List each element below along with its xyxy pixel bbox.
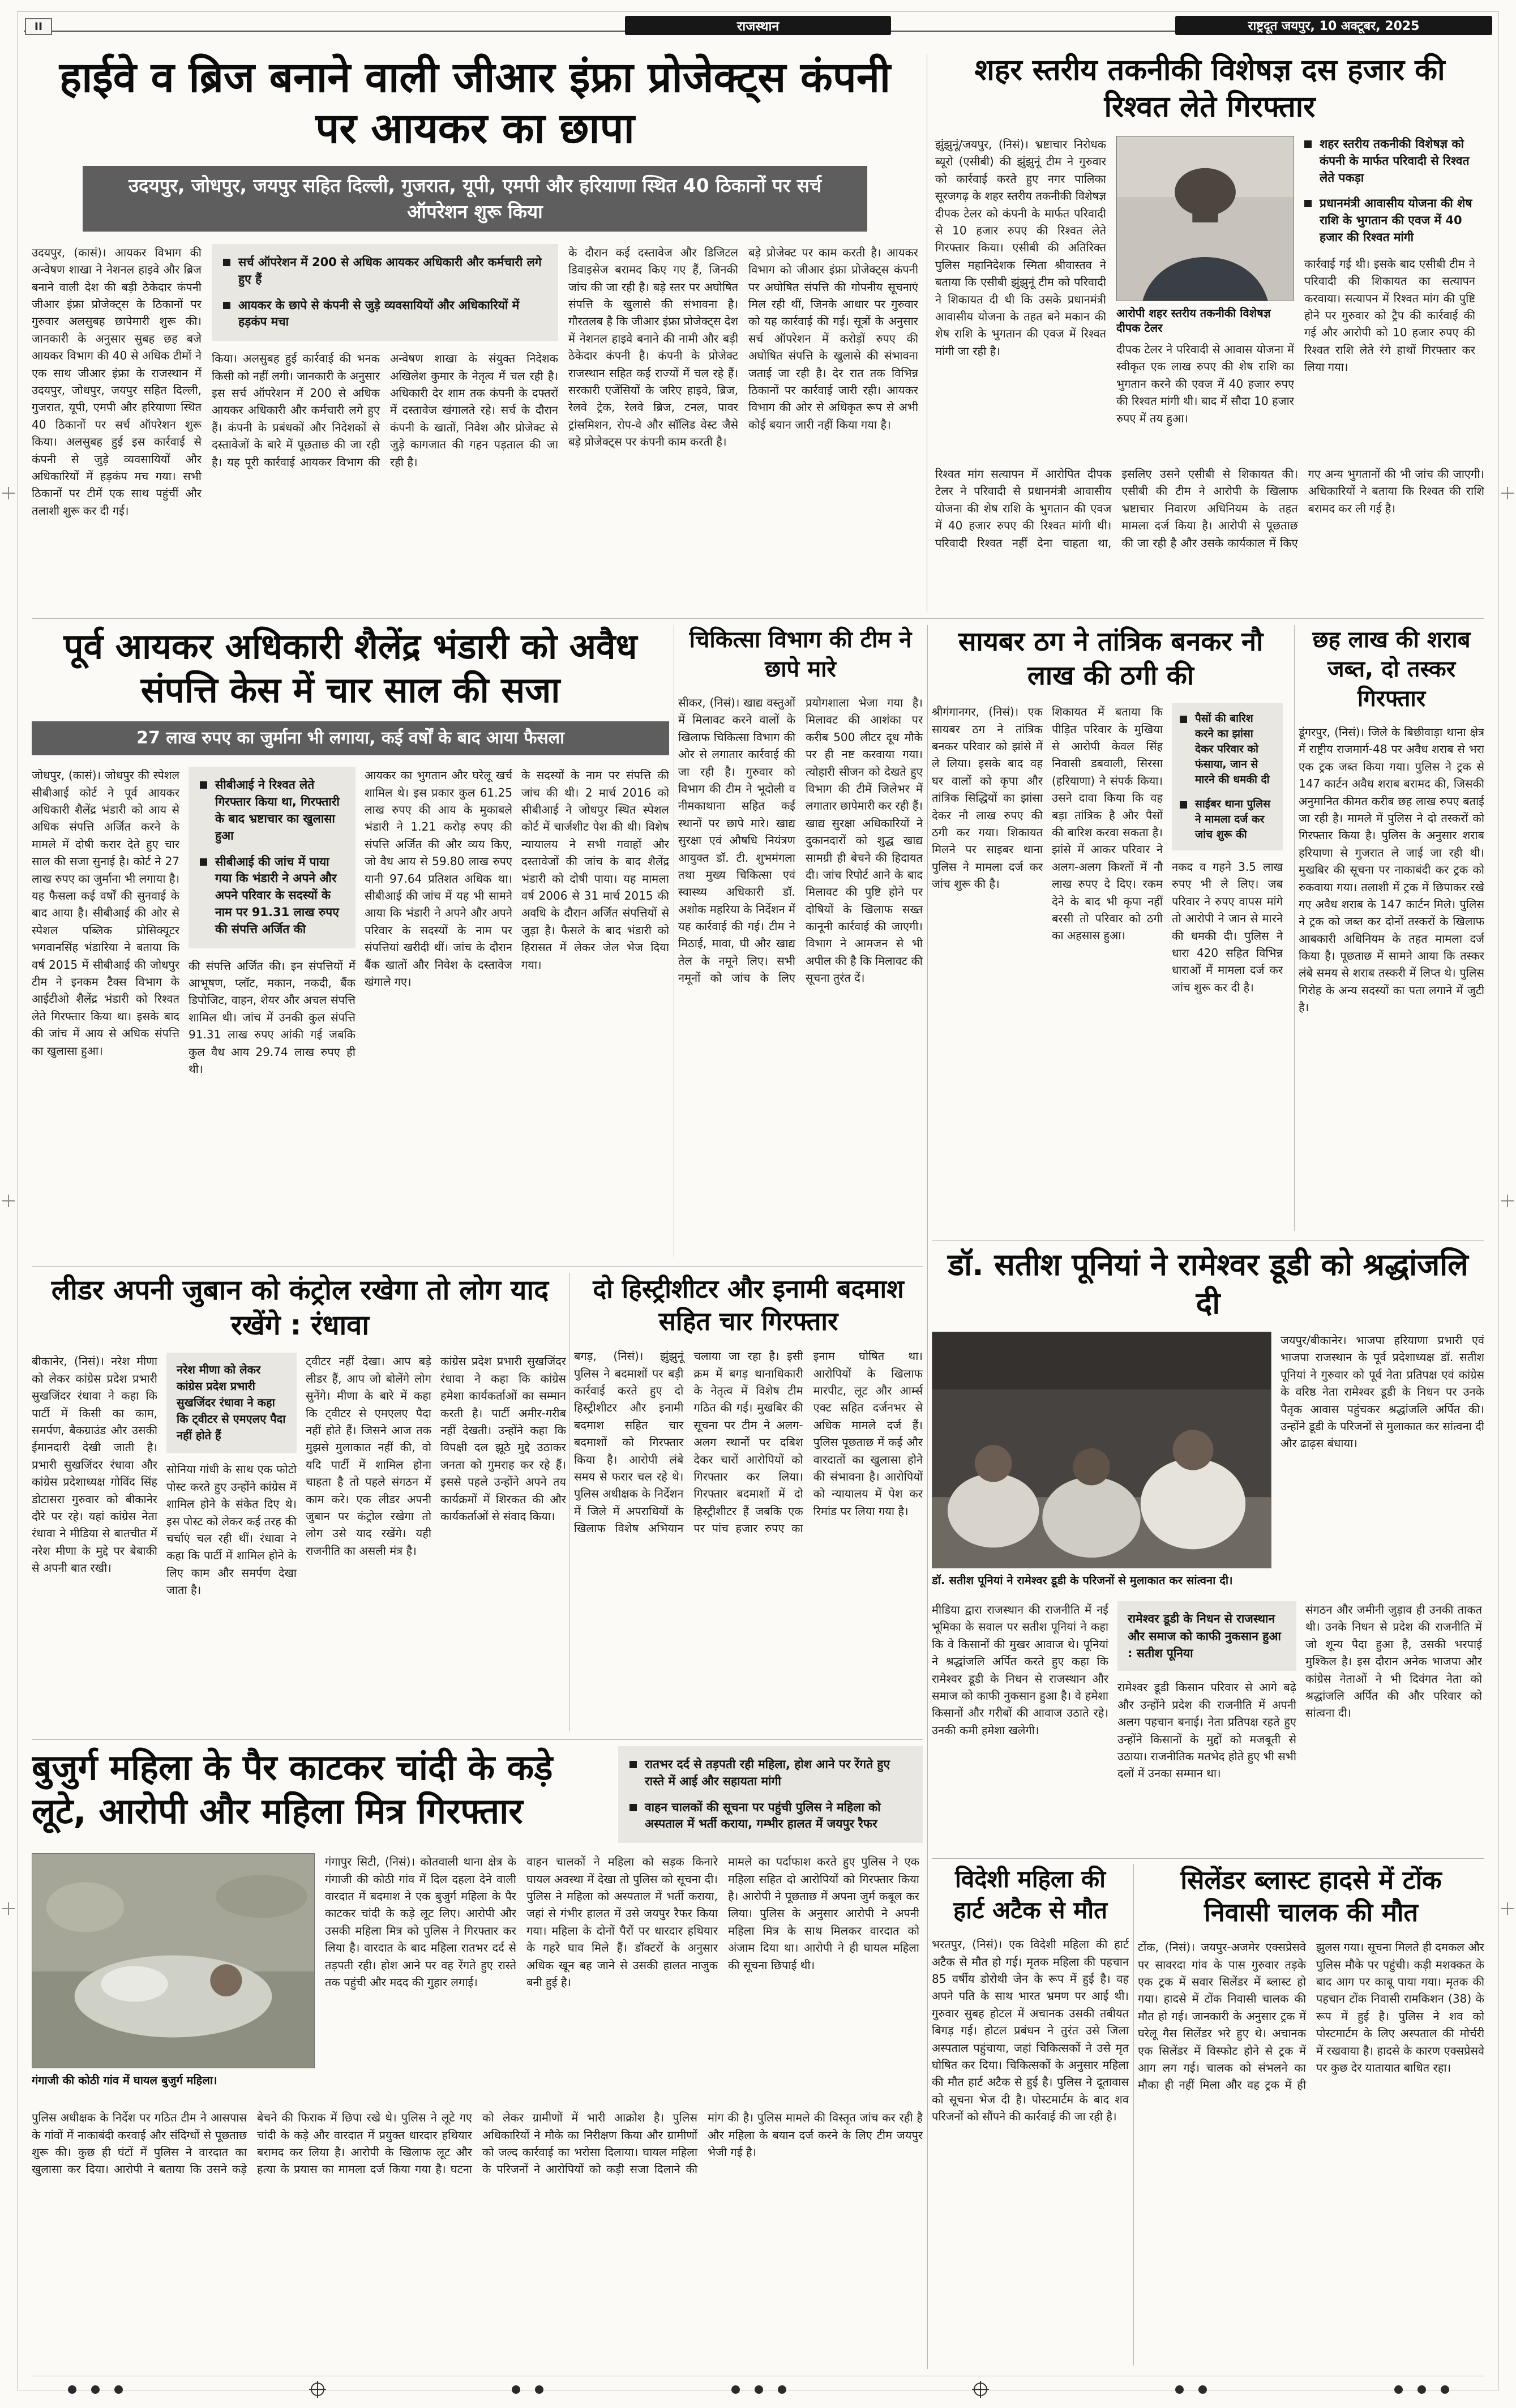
body-column: भरतपुर, (निसं)। एक विदेशी महिला की हार्ट अटैक से मौत हो गई। मृतक महिला की पहचान 85 वर्षीय डोरोथी जेन के रूप में हुई है। वह अपने पति के साथ भारत भ्रमण पर आई थी। गुरुवार सुबह होटल में अचानक उसकी तबीयत बिगड़ गई। होटल प्रबंधन ने तुरंत उसे जिला अस्पताल पहुंचाया, जहां चिकित्सकों ने उसे मृत घोषित कर दिया। चिकित्सकों के अनुसार महिला की मौत हार्ट अटैक से हुई है। पुलिस ने दूतावास को सूचना भेज दी है। पोस्टमार्टम के बाद शव परिजनों को सौंपने की कार्रवाई की जा रही है। (932, 1937, 1129, 2124)
registration-dots (68, 2385, 123, 2394)
section-divider (32, 1739, 923, 1740)
body-column: मीडिया द्वारा राजस्थान की राजनीति में नई भूमिका के सवाल पर सतीश पूनियां ने कहा कि वे किसानों की मुखर आवाज थे। पूनियां ने श्रद्धांजलि अर्पित करते हुए कहा कि रामेश्वर डूडी के निधन से राजस्थान और समाज को काफी नुकसान हुआ है। वे हमेशा किसानों और गरीबों की आवाज उठाते रहे। उनकी कमी हमेशा खलेगी। (932, 1603, 1108, 1737)
photo-column (1116, 136, 1294, 456)
body-column: संगठन और जमीनी जुड़ाव ही उनकी ताकत थी। उनके निधन से प्रदेश की राजनीति में जो शून्य पैदा हुआ है, उसकी भरपाई मुश्किल है। इस दौरान अनेक भाजपा और कांग्रेस नेताओं ने भी दिवंगत नेता को श्रद्धांजलि अर्पित की और परिवार को सांत्वना दी। (1305, 1603, 1482, 1720)
headline: सिलेंडर ब्लास्ट हादसे में टोंक निवासी चालक की मौत (1180, 1865, 1442, 1928)
square-bullet-icon (1180, 716, 1187, 723)
bullet-text: आयकर के छापे से कंपनी से जुड़े व्यवसायियों और अधिकारियों में हड़कंप मचा (238, 298, 520, 329)
body-columns (32, 1353, 568, 1715)
bullet-point (629, 1756, 911, 1790)
body-column: टोंक, (निसं)। जयपुर-अजमेर एक्सप्रेसवे पर सावरदा गांव के पास गुरुवार तड़के एक ट्रक में सवार सिलेंडर में ब्लास्ट हो गया। हादसे में टोंक निवासी चालक की मौत हो गई। जानकारी के अनुसार ट्रक में घरेलू गैस सिलेंडर भरे हुए थे। अचानक एक सिलेंडर में विस्फोट होने से ट्रक में आग लग गई। चालक को संभलने का मौका ही नहीं मिला और वह ट्रक में ही झुलस गया। सूचना मिलते ही दमकल और पुलिस मौके पर पहुंची। कड़ी मशक्कत के बाद आग पर काबू पाया गया। मृतक की पहचान टोंक निवासी रामकिशन (38) के रूप में हुई है। पुलिस ने शव को पोस्टमार्टम के लिए अस्पताल की मोर्चरी में रखवाया है। हादसे के कारण एक्सप्रेसवे पर कुछ देर यातायात बाधित रहा। (1138, 1940, 1484, 2092)
registration-dot (731, 2385, 740, 2394)
quote-box: रामेश्वर डूडी के निधन से राजस्थान और समाज को काफी नुकसान हुआ : सतीश पूनिया (1117, 1601, 1296, 1671)
registration-crosshair-icon (974, 2383, 987, 2396)
body-columns (32, 244, 918, 550)
registration-dot (1441, 2385, 1449, 2394)
bullet-text: शहर स्तरीय तकनीकी विशेषज्ञ को कंपनी के मार्फत परिवादी से रिश्वत लेते पकड़ा (1320, 137, 1470, 185)
crop-mark (2, 1902, 15, 1915)
body-column: श्रीगंगानगर, (निसं)। एक सायबर ठग ने तांत्रिक बनकर परिवार को झांसे में ले लिया। इसके बाद वह घर वालों को कृपा और तांत्रिक सिद्धियों का झांसा देकर नौ लाख रुपए की ठगी कर गया। शिकायत मिलने पर साइबर थाना पुलिस ने मामला दर्ज कर जांच शुरू की है। (932, 705, 1043, 891)
group-photo-graphic (932, 1332, 1271, 1568)
registration-crosshair-icon (311, 2383, 324, 2396)
bullets-column (1172, 703, 1283, 1213)
column-rule (1294, 625, 1295, 1231)
subheadline-bar: उदयपुर, जोधपुर, जयपुर सहित दिल्ली, गुजरात, यूपी, एमपी और हरियाणा स्थित 40 ठिकानों पर सर्च ऑपरेशन शुरू किया (83, 166, 867, 232)
headline: हाईवे व ब्रिज बनाने वाली जीआर इंफ्रा प्रोजेक्ट्स कंपनी पर आयकर का छापा (59, 53, 891, 153)
bullet-point (1304, 195, 1475, 246)
tribute-photo (932, 1332, 1271, 1568)
article-medical-raids (678, 625, 923, 1260)
headline: छह लाख की शराब जब्त, दो तस्कर गिरफ्तार (1312, 627, 1471, 712)
body-columns (932, 703, 1290, 1213)
body-column: दीपक टेलर ने परिवादी से आवास योजना में स्वीकृत एक लाख रुपए की शेष राशि का भुगतान करने की एवज में 40 हजार रुपए की रिश्वत मांगी थी। बाद में सौदा 10 हजार रुपए में तय हुआ। (1116, 343, 1294, 425)
body-column: के दौरान कई दस्तावेज और डिजिटल डिवाइसेज बरामद किए गए हैं, जिनकी जांच की जा रही है। बड़े स्तर पर अघोषित संपत्ति के खुलासे की संभावना है। गौरतलब है कि जीआर इंफ्रा प्रोजेक्ट्स देश में नेशनल हाइवे बनाने की नामी और बड़ी ठेकेदार कंपनी है। कंपनी के प्रोजेक्ट राजस्थान सहित कई राज्यों में चल रहे हैं। सरकारी एजेंसियों के जरिए हाइवे, ब्रिज, रेलवे ट्रेक, रेलवे ब्रिज, टनल, पावर ट्रांसमिशन, रोप-वे और सॉलिड वेस्ट जैसे बड़े प्रोजेक्ट्स पर कंपनी काम करती है। (568, 245, 738, 449)
bullet-text: पैसों की बारिश करने का झांसा देकर परिवार को फंसाया, जान से मारने की धमकी दी (1195, 712, 1270, 786)
body-column: शिकायत में बताया कि पीड़ित परिवार के मुखिया से आरोपी केवल सिंह निवासी डबवाली, सिरसा (हरियाणा) ने संपर्क किया। उसने दावा किया कि वह बड़ा तांत्रिक है और पैसों की बारिश करवा सकता है। झांसे में आकर परिवार ने अलग-अलग किश्तों में नौ लाख रुपए दे दिए। रकम देने के बाद भी कृपा नहीं बरसी तो परिवार को ठगी का अहसास हुआ। (1052, 705, 1163, 943)
portrait-photo-graphic (1117, 136, 1294, 301)
page-number: II (25, 18, 52, 35)
photo-caption: आरोपी शहर स्तरीय तकनीकी विशेषज्ञ दीपक टेलर (1116, 306, 1271, 335)
article-gr-infra-raid (32, 52, 918, 614)
photo-row (932, 1332, 1484, 1592)
region-label: राजस्थान (625, 16, 891, 35)
body-column: कार्रवाई गई थी। इसके बाद एसीबी टीम ने परिवादी की शिकायत का सत्यापन करवाया। सत्यापन में रिश्वत मांग की पुष्टि होने पर गुरुवार को ट्रैप की कार्रवाई की गई और आरोपी को 10 हजार रुपए की रिश्वत राशि लेते रंगे हाथों गिरफ्तार कर लिया गया। (1304, 256, 1475, 374)
article-four-arrested (574, 1273, 923, 1735)
square-bullet-icon (629, 1761, 637, 1768)
column-rule (569, 1273, 570, 1731)
subheadline-bar: 27 लाख रुपए का जुर्माना भी लगाया, कई वर्षों के बाद आया फैसला (32, 721, 669, 756)
highlights-box (212, 244, 558, 341)
article-cyber-fraud (932, 625, 1290, 1234)
body-column: जोधपुर, (कासं)। जोधपुर की स्पेशल सीबीआई कोर्ट ने पूर्व आयकर अधिकारी शैलेंद्र भंडारी को आय से अधिक संपत्ति अर्जित करने के मामले में दोषी करार देते हुए चार साल की सजा सुनाई है। कोर्ट ने 27 लाख रुपए का जुर्माना भी लगाया है। यह फैसला कई वर्षों की सुनवाई के बाद आया है। सीबीआई की ओर से स्पेशल पब्लिक प्रोसिक्यूटर भगवानसिंह भंडारिया ने बताया कि वर्ष 2015 में सीबीआई की जोधपुर टीम ने इनकम टैक्स विभाग के आईटीओ शैलेंद्र भंडारी को रिश्वत लेते गिरफ्तार किया था। इसके बाद की जांच में आय से अधिक संपत्ति का खुलासा हुआ। (32, 768, 180, 1058)
photo-caption: डॉ. सतीश पूनियां ने रामेश्वर डूडी के परिजनों से मुलाकात कर सांत्वना दी। (932, 1573, 1233, 1588)
registration-dot (114, 2385, 123, 2394)
bullet-point (223, 297, 547, 331)
body-column: कांग्रेस प्रदेश प्रभारी सुखजिंदर रंधावा ने कहा कि कांग्रेस हमेशा कार्यकर्ताओं का सम्मान करती है। पार्टी अमीर-गरीब नहीं देखती। उन्होंने कहा कि विपक्षी दल झूठे मुद्दे उठाकर जनता को गुमराह कर रहे हैं। इससे पहले उन्होंने अपने तय कार्यक्रमों में शिरकत की और कार्यकर्ताओं से संवाद किया। (440, 1354, 566, 1523)
body-column: बीकानेर, (निसं)। नरेश मीणा को लेकर कांग्रेस प्रदेश प्रभारी सुखजिंदर रंधावा ने कहा कि पार्टी में किसी का काम, समर्पण, बैकग्राउंड और उसकी ईमानदारी देखी जाती है। प्रभारी सुखजिंदर रंधावा और कांग्रेस प्रदेशाध्यक्ष गोविंद सिंह डोटासरा गुरुवार को बीकानेर दौरे पर रहे। यहां कांग्रेस नेता रंधावा ने मीडिया से बातचीत में नरेश मीणा के मुद्दे पर बेबाकी से अपनी बात रखी। (32, 1354, 157, 1575)
body-column: वाहन चालकों ने महिला को सड़क किनारे घायल अवस्था में देखा तो पुलिस को सूचना दी। पुलिस ने महिला को अस्पताल में भर्ती कराया, जहां से गंभीर हालत में उसे जयपुर रैफर किया गया। महिला के दोनों पैरों पर धारदार हथियार के गहरे घाव मिले हैं। डॉक्टरों के अनुसार अधिक खून बह जाने से उसकी हालत नाजुक बनी हुई है। (526, 1855, 718, 1989)
body-column: किया। अलसुबह हुई कार्रवाई की भनक किसी को नहीं लगी। जानकारी के अनुसार इस सर्च ऑपरेशन में 200 से अधिक आयकर अधिकारी और कर्मचारी लगे हुए हैं। कंपनी के प्रबंधकों और निदेशकों से दस्तावेजों के बारे में पूछताछ की जा रही है। यह पूरी कार्रवाई आयकर विभाग की अन्वेषण शाखा के संयुक्त निदेशक अखिलेश कुमार के नेतृत्व में चल रही है। अधिकारी देर शाम तक कंपनी के दफ्तरों में दस्तावेज खंगालते रहे। सर्च के दौरान कंपनी के खातों, निवेश और प्रोजेक्ट से जुड़े कागजात की गहन पड़ताल की जा रही है। (212, 352, 558, 469)
middle-column-group (189, 767, 356, 1225)
square-bullet-icon (1304, 200, 1312, 207)
headline: सायबर ठग ने तांत्रिक बनकर नौ लाख की ठगी की (958, 626, 1264, 692)
article-woman-robbed (32, 1746, 923, 2369)
photo-caption: गंगाजी की कोठी गांव में घायल बुजुर्ग महिला। (32, 2073, 217, 2088)
headline: लीडर अपनी जुबान को कंट्रोल रखेगा तो लोग याद रखेंगे : रंधावा (51, 1274, 549, 1341)
body-column: रामेश्वर डूडी किसान परिवार से आगे बढ़े और उन्होंने प्रदेश की राजनीति में अपनी अलग पहचान बनाई। नेता प्रतिपक्ष रहते हुए उन्होंने किसानों के मुद्दों को मजबूती से उठाया। राजनीतिक मतभेद होते हुए भी सभी दलों में उनका सम्मान था। (1117, 1680, 1296, 1781)
bullet-text: सर्च ऑपरेशन में 200 से अधिक आयकर अधिकारी और कर्मचारी लगे हुए हैं (238, 255, 542, 286)
body-columns (932, 1601, 1484, 1828)
quote-box: नरेश मीणा को लेकर कांग्रेस प्रदेश प्रभारी सुखजिंदर रंधावा ने कहा कि ट्वीटर से एमएलए पैदा नहीं होते हैं (166, 1353, 297, 1453)
square-bullet-icon (223, 302, 230, 309)
body-column: ट्वीटर नहीं देखा। आप बड़े लीडर हैं, आप जो बोलेंगे लोग सुनेंगे। मीणा के बारे में कहा कि ट्वीटर से एमएलए पैदा नहीं होते हैं। जिसने आज तक मुझसे मुलाकात नहीं की, वो यदि पार्टी में शामिल होना चाहता है तो पहले संगठन में काम करे। एक लीडर अपनी जुबान पर कंट्रोल रखेगा तो लोग उसे याद रखेंगे। यही राजनीति का असली मंत्र है। (306, 1354, 431, 1558)
headline: बुजुर्ग महिला के पैर काटकर चांदी के कड़े लूटे, आरोपी और महिला मित्र गिरफ्तार (32, 1747, 553, 1832)
photo-row (32, 1853, 923, 2100)
body-column: मामले का पर्दाफाश करते हुए पुलिस ने एक महिला सहित दो आरोपियों को गिरफ्तार किया है। आरोपी ने पूछताछ में अपना जुर्म कबूल कर लिया। पुलिस के अनुसार आरोपी ने अपनी महिला मित्र के साथ मिलकर वारदात को अंजाम दिया था। आरोपी ने ही घायल महिला की सूचना छिपाई थी। (728, 1855, 919, 1972)
registration-dot (91, 2385, 100, 2394)
article-randhawa-statement (32, 1273, 568, 1735)
registration-dot (1198, 2385, 1207, 2394)
square-bullet-icon (200, 781, 207, 789)
column-rule (927, 625, 928, 2369)
body-column: के सदस्यों के नाम पर संपत्ति की जांच की थी। 2 मार्च 2016 को सीबीआई ने जोधपुर स्थित स्पेशल कोर्ट में चार्जशीट पेश की थी। विशेष न्यायालय ने सभी गवाहों और दस्तावेजों की जांच के बाद शैलेंद्र भंडारी को दोषी पाया। यह मामला वर्ष 2006 से 31 मार्च 2015 की अवधि के दौरान अर्जित संपत्तियों से जुड़ा है। फैसले के बाद भंडारी को हिरासत में लेकर जेल भेज दिया गया। (521, 768, 669, 972)
bullet-text: साईबर थाना पुलिस ने मामला दर्ज कर जांच शुरू की (1195, 798, 1270, 841)
bullets-column (1304, 136, 1475, 456)
registration-dot (1417, 2385, 1426, 2394)
registration-dots (1394, 2385, 1449, 2394)
square-bullet-icon (1180, 801, 1187, 809)
bullet-point (1180, 711, 1275, 788)
highlights-box (1172, 703, 1283, 850)
body-column: झुंझुनूं/जयपुर, (निसं)। भ्रष्टाचार निरोधक ब्यूरो (एसीबी) की झुंझुनूं टीम ने गुरुवार को कार्रवाई करते हुए नगर पालिका सूरजगढ़ के शहर स्तरीय तकनीकी विशेषज्ञ दीपक टेलर को कंपनी के मार्फत परिवादी से 10 हजार रुपए की रिश्वत लेते गिरफ्तार किया। एसीबी की अतिरिक्त पुलिस महानिदेशक स्मिता श्रीवास्तव ने बताया कि एसीबी झुंझुनूं टीम को परिवादी ने शिकायत दी थी कि उसके प्रधानमंत्री आवासीय योजना के तहत बने मकान की शेष राशि के भुगतान की एवज में रिश्वत मांगी जा रही है। (935, 138, 1106, 358)
article-liquor-seized (1299, 625, 1484, 1234)
headline: शहर स्तरीय तकनीकी विशेषज्ञ दस हजार की रिश्वत लेते गिरफ्तार (974, 53, 1445, 124)
highlights-box (618, 1746, 923, 1843)
body-column: बगड़, (निसं)। झुंझुनूं पुलिस ने बदमाशों पर बड़ी कार्रवाई करते हुए दो हिस्ट्रीशीटर और इनामी बदमाश सहित चार बदमाशों को गिरफ्तार किया है। आरोपी लंबे समय से फरार चल रहे थे। पुलिस अधीक्षक के निर्देशन में जिले में अपराधियों के खिलाफ विशेष अभियान चलाया जा रहा है। इसी क्रम में बगड़ थानाधिकारी के नेतृत्व में विशेष टीम गठित की गई। मुखबिर की सूचना पर टीम ने अलग-अलग स्थानों पर दबिश देकर चारों आरोपियों को गिरफ्तार कर लिया। गिरफ्तार बदमाशों में दो हिस्ट्रीशीटर हैं जबकि एक पर पांच हजार रुपए का इनाम घोषित था। आरोपियों के खिलाफ मारपीट, लूट और आर्म्स एक्ट सहित दर्जनभर से अधिक मामले दर्ज हैं। पुलिस पूछताछ में कई और वारदातों का खुलासा होने की संभावना है। आरोपियों को न्यायालय में पेश कर रिमांड पर लिया गया है। (574, 1349, 923, 1536)
registration-dots (1175, 2385, 1207, 2394)
registration-dot (1394, 2385, 1403, 2394)
crop-mark (1501, 1902, 1514, 1915)
column-rule (1133, 1864, 1134, 2366)
body-column: सीकर, (निसं)। खाद्य वस्तुओं में मिलावट करने वालों के खिलाफ चिकित्सा विभाग की ओर से लगातार कार्रवाई की जा रही है। गुरुवार को विभाग की टीम ने भूदोली व नीमकाथाना सहित कई स्थानों पर छापे मारे। खाद्य सुरक्षा एवं औषधि नियंत्रण आयुक्त डॉ. टी. शुभमंगला तथा मुख्य चिकित्सा एवं स्वास्थ्य अधिकारी डॉ. अशोक महरिया के निर्देशन में यह कार्रवाई की गई। टीम ने मिठाई, मावा, घी और खाद्य तेल के नमूने लिए। सभी नमूनों को जांच के लिए प्रयोगशाला भेजा गया है। मिलावट की आशंका पर करीब 500 लीटर दूध मौके पर ही नष्ट करवाया गया। त्योहारी सीजन को देखते हुए विभाग की टीमें जिलेभर में लगातार छापेमारी कर रही हैं। खाद्य सुरक्षा अधिकारियों ने दुकानदारों को शुद्ध खाद्य सामग्री ही बेचने की हिदायत दी। जांच रिपोर्ट आने के बाद मिलावट की पुष्टि होने पर दोषियों के खिलाफ सख्त कानूनी कार्रवाई की जाएगी। विभाग ने आमजन से भी अपील की है कि मिलावट की सूचना तुरंत दें। (678, 696, 923, 985)
headline: पूर्व आयकर अधिकारी शैलेंद्र भंडारी को अवैध संपत्ति केस में चार साल की सजा (63, 626, 637, 711)
article-poonia-tribute (932, 1246, 1484, 1854)
body-column: सोनिया गांधी के साथ एक फोटो पोस्ट करते हुए उन्होंने कांग्रेस में शामिल होने के संकेत दिए थे। इस पोस्ट को लेकर कई तरह की चर्चाएं चल रही थीं। रंधावा ने कहा कि पार्टी में शामिल होने के लिए काम और समर्पण देखा जाता है। (166, 1462, 297, 1597)
bullet-point (200, 777, 344, 844)
bullet-point (223, 254, 547, 288)
square-bullet-icon (200, 858, 207, 866)
body-column: आयकर का भुगतान और घरेलू खर्च शामिल थे। इस प्रकार कुल 61.25 लाख रुपए की आय के मुकाबले भंडारी ने 1.21 करोड़ रुपए की संपत्ति अर्जित की और व्यय किए, जो वैध आय से 59.80 लाख रुपए यानी 97.64 प्रतिशत अधिक था। सीबीआई की जांच में यह भी सामने आया कि भंडारी ने अपने और अपने परिवार के सदस्यों के नाम पर संपत्तियां खरीदी थीं। जांच के दौरान बैंक खातों और निवेश के दस्तावेज खंगाले गए। (364, 768, 512, 989)
body-column: उदयपुर, (कासं)। आयकर विभाग की अन्वेषण शाखा ने नेशनल हाइवे और ब्रिज बनाने वाली देश की बड़ी ठेकेदार कंपनी जीआर इंफ्रा प्रोजेक्ट्स के ठिकानों पर गुरुवार अलसुबह छापेमारी शुरू की। जानकारी के अनुसार सुबह छह बजे आयकर विभाग की 40 से अधिक टीमों ने एक साथ जीआर इंफ्रा के राजस्थान में उदयपुर, जोधपुर, जयपुर सहित दिल्ली, गुजरात, यूपी, एमपी और हरियाणा स्थित 40 ठिकानों पर सर्च ऑपरेशन शुरू किया। अलसुबह हुई इस कार्रवाई से कंपनी से जुड़े व्यवसायियों और अधिकारियों में हड़कंप मच गया। सभी ठिकानों पर टीमें एक साथ पहुंचीं और तलाशी शुरू कर दी गई। (32, 245, 202, 517)
body-column: नकद व गहने 3.5 लाख रुपए भी ले लिए। जब परिवार ने रुपए वापस मांगे तो आरोपी ने जान से मारने की धमकी दी। पुलिस ने धारा 420 सहित विभिन्न धाराओं में मामला दर्ज कर जांच शुरू कर दी है। (1172, 860, 1283, 994)
middle-column-group (166, 1353, 297, 1715)
registration-dots (512, 2385, 543, 2394)
headline: डॉ. सतीश पूनियां ने रामेश्वर डूडी को श्रद्धांजलि दी (948, 1247, 1468, 1321)
headline: चिकित्सा विभाग की टीम ने छापे मारे (689, 627, 912, 682)
headline-row (32, 1746, 923, 1843)
highlights-box (189, 767, 356, 948)
photo-block (32, 1853, 315, 2100)
body-columns (32, 767, 669, 1225)
registration-dot (68, 2385, 76, 2394)
injured-woman-photo (32, 1853, 315, 2068)
article-bhandari-sentence (32, 625, 669, 1260)
square-bullet-icon (223, 259, 230, 266)
registration-dot (755, 2385, 763, 2394)
bullet-text: सीबीआई की जांच में पाया गया कि भंडारी ने अपने और अपने परिवार के सदस्यों के नाम पर 91.31 लाख रुपए की संपत्ति अर्जित की (215, 854, 339, 936)
headline: दो हिस्ट्रीशीटर और इनामी बदमाश सहित चार गिरफ्तार (593, 1274, 904, 1337)
registration-dot (535, 2385, 543, 2394)
bullet-text: प्रधानमंत्री आवासीय योजना की शेष राशि के भुगतान की एवज में 40 हजार की रिश्वत मांगी (1320, 196, 1472, 245)
section-divider (32, 618, 1484, 619)
bullet-point (1304, 136, 1475, 186)
middle-column-group (212, 244, 558, 550)
section-divider (932, 1240, 1484, 1241)
scene-photo-graphic (32, 1854, 314, 2068)
registration-dot (1175, 2385, 1184, 2394)
article-cylinder-blast (1138, 1864, 1484, 2369)
body-columns (935, 136, 1484, 456)
crop-mark (1501, 1195, 1514, 1207)
bullet-point (200, 854, 344, 938)
bullet-text: सीबीआई ने रिश्वत लेते गिरफ्तार किया था, गिरफ्तारी के बाद भ्रष्टाचार का खुलासा हुआ (215, 778, 340, 842)
crop-mark (2, 1195, 15, 1207)
registration-dot (778, 2385, 786, 2394)
photo-block (932, 1332, 1271, 1592)
section-divider (932, 1858, 1484, 1859)
registration-dot (512, 2385, 520, 2394)
square-bullet-icon (629, 1804, 637, 1811)
bullet-text: रातभर दर्द से तड़पती रही महिला, होश आने पर रेंगते हुए रास्ते में आई और सहायता मांगी (645, 1757, 890, 1788)
headline: विदेशी महिला की हार्ट अटैक से मौत (953, 1865, 1108, 1924)
body-column: डूंगरपुर, (निसं)। जिले के बिछीवाड़ा थाना क्षेत्र में राष्ट्रीय राजमार्ग-48 पर अवैध शराब से भरा एक ट्रक जब्त किया गया। पुलिस ने ट्रक से 147 कार्टन अवैध शराब बरामद की, जिसकी अनुमानित कीमत करीब छह लाख रुपए बताई जा रही है। मामले में पुलिस ने दो तस्करों को गिरफ्तार किया है। पुलिस के अनुसार शराब हरियाणा से गुजरात ले जाई जा रही थी। मुखबिर की सूचना पर नाकाबंदी कर ट्रक को रुकवाया गया। तलाशी में ट्रक में छिपाकर रखे गए अवैध शराब के 147 कार्टन मिले। पुलिस ने ट्रक को जब्त कर दोनों तस्करों के खिलाफ आबकारी अधिनियम के तहत मामला दर्ज किया है। पूछताछ में सामने आया कि तस्कर लंबे समय से शराब तस्करी में लिप्त थे। पुलिस गिरोह के अन्य सदस्यों का पता लगाने में जुटी है। (1299, 725, 1484, 1015)
middle-column-group (1117, 1601, 1296, 1828)
masthead (24, 15, 1492, 37)
body-column: रिश्वत मांग सत्यापन में आरोपित दीपक टेलर ने परिवादी से प्रधानमंत्री आवासीय योजना की शेष राशि के भुगतान की एवज में 40 हजार रुपए की रिश्वत मांगी थी। परिवादी रिश्वत नहीं देना चाहता था, इसलिए उसने एसीबी से शिकायत की। एसीबी की टीम ने आरोपी के खिलाफ भ्रष्टाचार निवारण अधिनियम के तहत मामला दर्ज किया है। आरोपी से पूछताछ की जा रही है और उसके कार्यकाल में किए गए अन्य भुगतानों की भी जांच की जाएगी। अधिकारियों ने बताया कि रिश्वत की राशि बरामद कर ली गई है। (935, 467, 1484, 550)
section-divider (32, 1266, 923, 1267)
body-column: जयपुर/बीकानेर। भाजपा हरियाणा प्रभारी एवं भाजपा राजस्थान के पूर्व प्रदेशाध्यक्ष डॉ. सतीश पूनियां ने गुरुवार को पूर्व नेता प्रतिपक्ष एवं कांग्रेस के वरिष्ठ नेता रामेश्वर डूडी के निधन पर उनके पैतृक आवास पहुंचकर श्रद्धांजलि अर्पित की। उन्होंने डूडी के परिजनों से मुलाकात कर सांत्वना दी और ढाढ़स बंधाया। (1281, 1333, 1484, 1451)
article-bribe-arrest (935, 52, 1484, 614)
crop-mark (1501, 487, 1514, 499)
bullet-text: वाहन चालकों की सूचना पर पहुंची पुलिस ने महिला को अस्पताल में भर्ती कराया, गम्भीर हालत में जयपुर रैफर (645, 1800, 881, 1831)
edition-date-label: राष्ट्रदूत जयपुर, 10 अक्टूबर, 2025 (1175, 16, 1492, 35)
body-column: की संपत्ति अर्जित की। इन संपत्तियों में आभूषण, प्लॉट, मकान, नकदी, बैंक डिपोजिट, वाहन, शेयर और अचल संपत्ति शामिल थी। जांच में उनकी कुल संपत्ति 91.31 लाख रुपए आंकी गई जबकि कुल वैध आय 29.74 लाख रुपए ही थी। (189, 959, 356, 1076)
square-bullet-icon (1304, 140, 1312, 148)
bullet-point (1180, 797, 1275, 842)
body-column: गंगापुर सिटी, (निसं)। कोतवाली थाना क्षेत्र के गंगाजी की कोठी गांव में दिल दहला देने वाली वारदात में बदमाश ने एक बुजुर्ग महिला के पैर काटकर चांदी के कड़े लूट लिए। आरोपी और उसकी महिला मित्र को पुलिस ने गिरफ्तार कर लिया है। वारदात के बाद महिला रातभर दर्द से तड़पती रही। होश आने पर वह रेंगते हुए रास्ते तक पहुंची और मदद की गुहार लगाई। (325, 1855, 516, 1989)
body-column: बड़े प्रोजेक्ट पर काम करती है। आयकर विभाग को जीआर इंफ्रा प्रोजेक्ट्स कंपनी पर अघोषित संपत्ति की गोपनीय सूचनाएं मिल रही थीं, जिनके आधार पर गुरुवार को यह कार्रवाई की गई। सूत्रों के अनुसार सर्च ऑपरेशन में करोड़ों रुपए की अघोषित संपत्ति के खुलासे की संभावना जताई जा रही है। देर रात तक विभिन्न ठिकानों पर कार्रवाई जारी रही। आयकर विभाग की ओर से अधिकृत रूप से अभी कोई बयान जारी नहीं किया गया है। (748, 245, 918, 431)
highlights-box (1304, 136, 1475, 246)
bullet-point (629, 1799, 911, 1833)
crop-mark (2, 487, 15, 499)
registration-dots (731, 2385, 786, 2394)
body-column: पुलिस अधीक्षक के निर्देश पर गठित टीम ने आसपास के गांवों में नाकाबंदी करवाई और संदिग्धों से पूछताछ शुरू की। कुछ ही घंटों में पुलिस ने वारदात का खुलासा कर दिया। आरोपी ने बताया कि उसने कड़े बेचने की फिराक में छिपा रखे थे। पुलिस ने लूटे गए चांदी के कड़े और वारदात में प्रयुक्त धारदार हथियार बरामद कर लिया है। आरोपी के खिलाफ लूट और हत्या के प्रयास का मामला दर्ज किया गया है। घटना को लेकर ग्रामीणों में भारी आक्रोश है। पुलिस अधिकारियों ने मौके का निरीक्षण किया और ग्रामीणों को जल्द कार्रवाई का भरोसा दिलाया। घायल महिला के परिजनों ने आरोपियों को कड़ी सजा दिलाने की मांग की है। पुलिस मामले की विस्तृत जांच कर रही है और महिला के बयान दर्ज करने के लिए टीम जयपुर भेजी गई है। (32, 2111, 923, 2176)
print-registration-marks (68, 2383, 1449, 2396)
article-foreign-woman-death (932, 1864, 1129, 2369)
accused-photo (1116, 136, 1294, 301)
